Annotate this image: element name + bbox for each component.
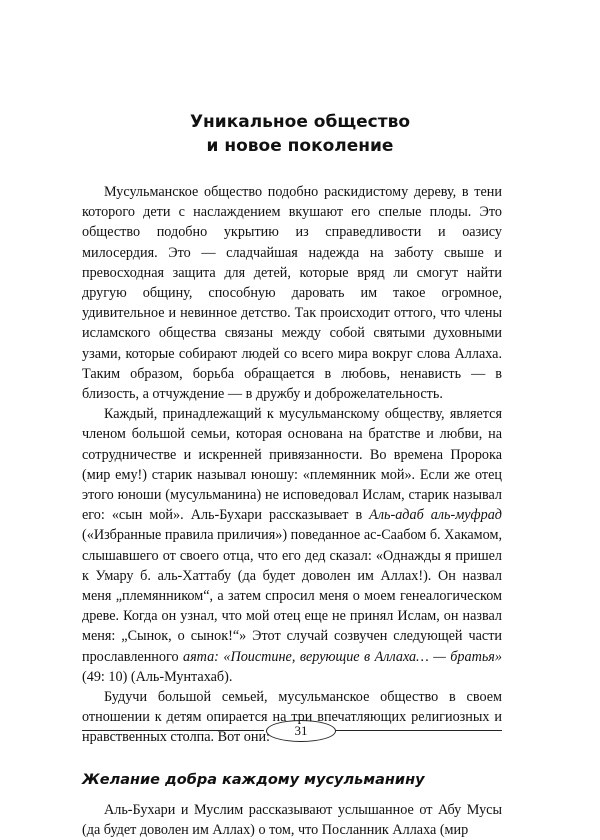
page-number-oval — [266, 720, 336, 742]
chapter-title — [0, 110, 600, 158]
section-subheading: Желание добра каждому мусульманину — [82, 771, 425, 788]
paragraph-2-text-b: («Избранные правила приличия») поведанное ас-Саабом б. Хакамом, слышавшего от своего отца, что его дед сказал: «Однажды я пришел к Умару б. аль-Хаттабу (да будет доволен им Аллах!). Он назвал меня „племянником“, а затем спросил меня о моем генеалогическом древе. Когда он узнал, что мой отец еще не принял Ислам, он назвал меня: „Сынок, о сынок!“» Этот случай созвучен следующей части прославленного — [82, 527, 502, 665]
page-number-footer — [0, 720, 600, 742]
page-number: 31 — [294, 723, 308, 738]
paragraph-2 — [82, 404, 502, 687]
chapter-title-line-2: и новое поколение — [206, 136, 394, 156]
paragraph-1: Мусульманское общество подобно раскидистому дереву, в тени которого дети с наслаждением вкушают его спелые плоды. Это общество подобно укрытию из справедливости и оазису милосердия. Это — сладчайшая надежда на заботу свыше и превосходная защита для детей, которые вряд ли смогут найти другую общину, способную даровать им такое огромное, удивительное и невинное детство. Так происходит оттого, что члены исламского общества связаны между собой святыми духовными узами, которые собирают людей со всего мира вокруг слова Аллаха. Таким образом, борьба обращается в любовь, ненависть — в близость, а отчуждение — в дружбу и доброжелательность. — [82, 184, 502, 403]
paragraph-2-text-a: Каждый, принадлежащий к мусульманскому обществу, является членом большой семьи, которая основана на братстве и любви, на сотрудничестве и искренней привязанности. Во времена Пророка (мир ему!) старик называл юношу: «племянник мой». Если же отец этого юноши (мусульманина) не исповедовал Ислам, старик называл его: «сын мой». Аль-Бухари рассказывает в — [82, 406, 502, 524]
chapter-title-line-1: Уникальное общество — [189, 112, 411, 132]
paragraph-4: Аль-Бухари и Муслим рассказывают услышанное от Абу Мусы (да будет доволен им Аллах) о том, что Посланник Аллаха (мир — [82, 801, 502, 838]
footer-rule-right — [336, 730, 502, 731]
paragraph-3: Будучи большой семьей, мусульманское общество в своем отношении к детям опирается на три впечатляющих религиозных и нравственных столпа. Вот они: — [82, 689, 502, 746]
quran-quote-italic: аята: «Поистине, верующие в Аллаха… — братья» — [182, 648, 502, 665]
paragraph-2-text-c: (49: 10) (Аль-Мунтахаб). — [82, 668, 233, 685]
footer-rule-left — [82, 730, 264, 731]
book-title-italic: Аль-адаб аль-муфрад — [369, 507, 502, 524]
